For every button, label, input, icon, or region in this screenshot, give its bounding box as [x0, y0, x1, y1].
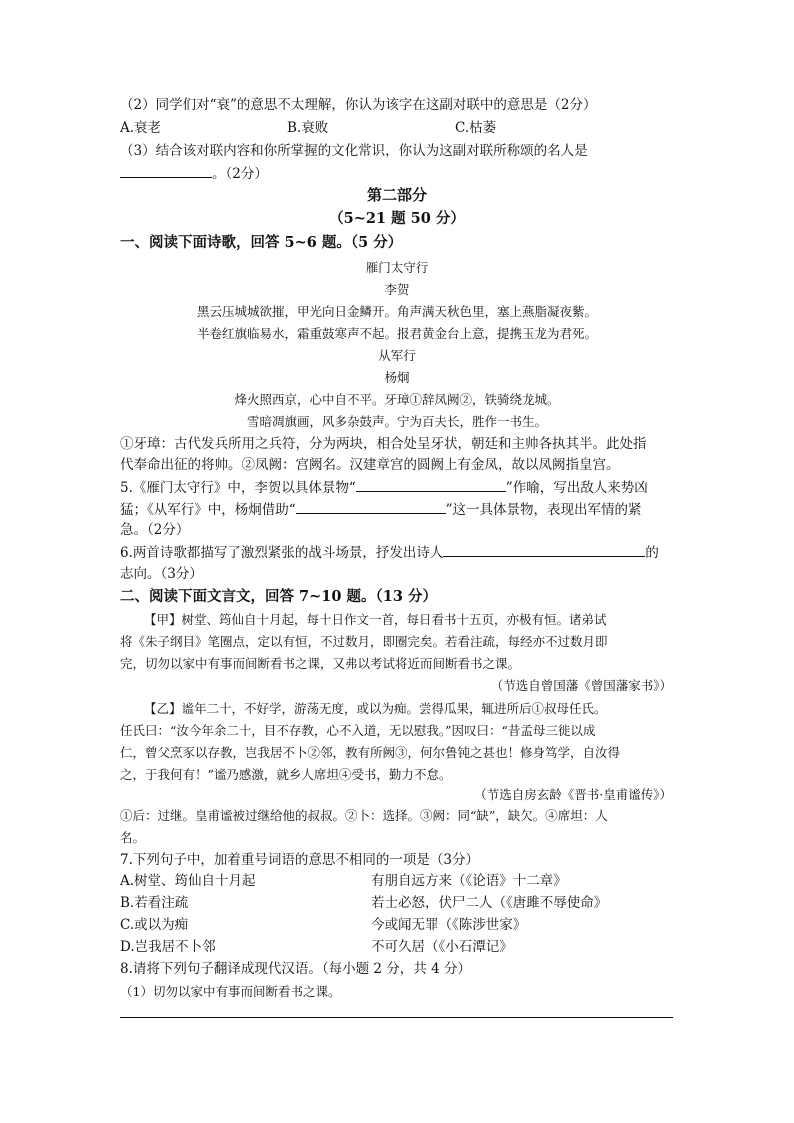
q6-line-2: 志向。（3分）: [120, 566, 203, 582]
q5-text-c: 猛；《从军行》中，杨炯借助“: [120, 502, 296, 518]
passage-jia-source: （节选自曾国藩《曾国藩家书》）: [490, 678, 672, 693]
poem1-title: 雁门太守行: [365, 260, 429, 275]
q6-blank[interactable]: [443, 543, 645, 557]
q8-item-1: （1）切勿以家中有事而间断看书之课。: [120, 984, 341, 999]
q5-line-2: [120, 500, 642, 519]
passage-yi-line-2: 任氏曰：“汝今年余二十，目不存教，心不入道，无以慰我。”因叹曰：“昔孟母三徙以成: [120, 723, 596, 738]
q6-text-b: 的: [645, 545, 659, 561]
section2-heading: 二、阅读下面文言文，回答 7~10 题。（13 分）: [120, 588, 437, 605]
q5-text-a: 5.《雁门太守行》中，李贺以具体景物“: [120, 480, 356, 496]
passage-yi-notes-line-2: 名。: [120, 830, 146, 845]
poem2-author: 杨炯: [384, 370, 410, 385]
q7-option-c-right: 今或闻无罪（《陈涉世家》: [371, 917, 527, 933]
q7-option-d-right: 不可久居（《小石潭记》: [371, 939, 513, 955]
q5-line-1: [120, 478, 648, 497]
q5-text-d: ”这一具体景物，表现出军情的紧: [445, 502, 642, 518]
q2-stem: （2）同学们对“衰”的意思不太理解，你认为该字在这副对联中的意思是（2分）: [120, 97, 597, 113]
q2-option-a: A.衰老: [120, 120, 162, 136]
poem1-author: 李贺: [384, 282, 410, 297]
q7-option-c-left: C.或以为痴: [120, 917, 189, 933]
q5-blank-1[interactable]: [356, 478, 506, 492]
q3-stem: （3）结合该对联内容和你所掌握的文化常识，你认为这副对联所称颂的名人是: [120, 143, 588, 159]
q7-option-a-right: 有朋自远方来（《论语》十二章》: [371, 873, 567, 889]
section1-heading: 一、阅读下面诗歌，回答 5~6 题。（5 分）: [120, 234, 403, 251]
q6-line-1: [120, 543, 659, 562]
passage-yi-source: （节选自房玄龄《晋书·皇甫谧传》）: [474, 787, 672, 802]
poem2-line-1: 烽火照西京，心中自不平。牙璋①辞凤阙②，铁骑绕龙城。: [234, 392, 560, 407]
q5-text-b: ”作喻，写出敌人来势凶: [505, 480, 648, 496]
q7-option-b-left: B.若看注疏: [120, 895, 189, 911]
q7-option-d-left: D.岂我居不卜邻: [120, 939, 216, 955]
poem1-line-2: 半卷红旗临易水，霜重鼓寒声不起。报君黄金台上意，提携玉龙为君死。: [196, 326, 597, 341]
part2-range: （5~21 题 50 分）: [329, 210, 465, 227]
q6-text-a: 6.两首诗歌都描写了激烈紧张的战斗场景，抒发出诗人: [120, 545, 444, 561]
passage-jia-line-2: 将《朱子纲目》笔圈点，定以有恒，不过数月，即圈完矣。若看注疏，每经亦不过数月即: [120, 634, 608, 649]
poem-notes-line-1: ①牙璋：古代发兵所用之兵符，分为两块，相合处呈牙状，朝廷和主帅各执其半。此处指: [120, 436, 647, 452]
poem-notes-line-2: 代奉命出征的将帅。②凤阙：宫阙名。汉建章宫的圆阙上有金凤，故以凤阙指皇宫。: [120, 457, 620, 473]
poem2-line-2: 雪暗凋旗画，风多杂鼓声。宁为百夫长，胜作一书生。: [246, 414, 547, 429]
q7-option-b-right: 若士必怒，伏尸二人（《唐雎不辱使命》: [371, 895, 608, 911]
poem2-title: 从军行: [378, 348, 416, 363]
passage-yi-line-4: 之，于我何有！”谧乃感激，就乡人席坦④受书，勤力不怠。: [120, 767, 452, 782]
q8-stem: 8.请将下列句子翻译成现代汉语。（每小题 2 分，共 4 分）: [120, 961, 471, 977]
q2-option-c: C.枯萎: [455, 120, 497, 136]
q7-stem: 7.下列句子中，加着重号词语的意思不相同的一项是（3分）: [120, 852, 479, 868]
q7-option-a-left: A.树堂、筠仙自十月起: [120, 873, 256, 889]
passage-yi-line-1: 【乙】谧年二十，不好学，游荡无度，或以为痴。尝得瓜果，辄进所后①叔母任氏。: [144, 701, 607, 716]
q5-blank-2[interactable]: [296, 500, 446, 514]
passage-yi-notes-line-1: ①后：过继。皇甫谧被过继给他的叔叔。②卜：选择。③阙：同“缺”，缺欠。④席坦：人: [120, 808, 608, 823]
part2-title: 第二部分: [366, 186, 427, 204]
poem1-line-1: 黑云压城城欲摧，甲光向日金鳞开。角声满天秋色里，塞上燕脂凝夜紫。: [196, 304, 597, 319]
q8-answer-line[interactable]: [120, 1017, 673, 1018]
passage-jia-line-3: 完，切勿以家中有事而间断看书之课，又弗以考试将近而间断看书之课。: [120, 656, 521, 671]
q3-answer-line: [120, 164, 268, 183]
q3-tail: 。（2分）: [212, 166, 268, 182]
q5-line-3: 急。（2分）: [120, 522, 190, 538]
q3-answer-blank[interactable]: [120, 164, 212, 178]
passage-yi-line-3: 仁，曾父烹豕以存教，岂我居不卜②邻，教有所阙③，何尔鲁钝之甚也！修身笃学，自汝得: [120, 745, 621, 760]
passage-jia-line-1: 【甲】树堂、筠仙自十月起，每十日作文一首，每日看书十五页，亦极有恒。诸弟试: [144, 612, 607, 627]
q2-option-b: B.衰败: [287, 120, 329, 136]
